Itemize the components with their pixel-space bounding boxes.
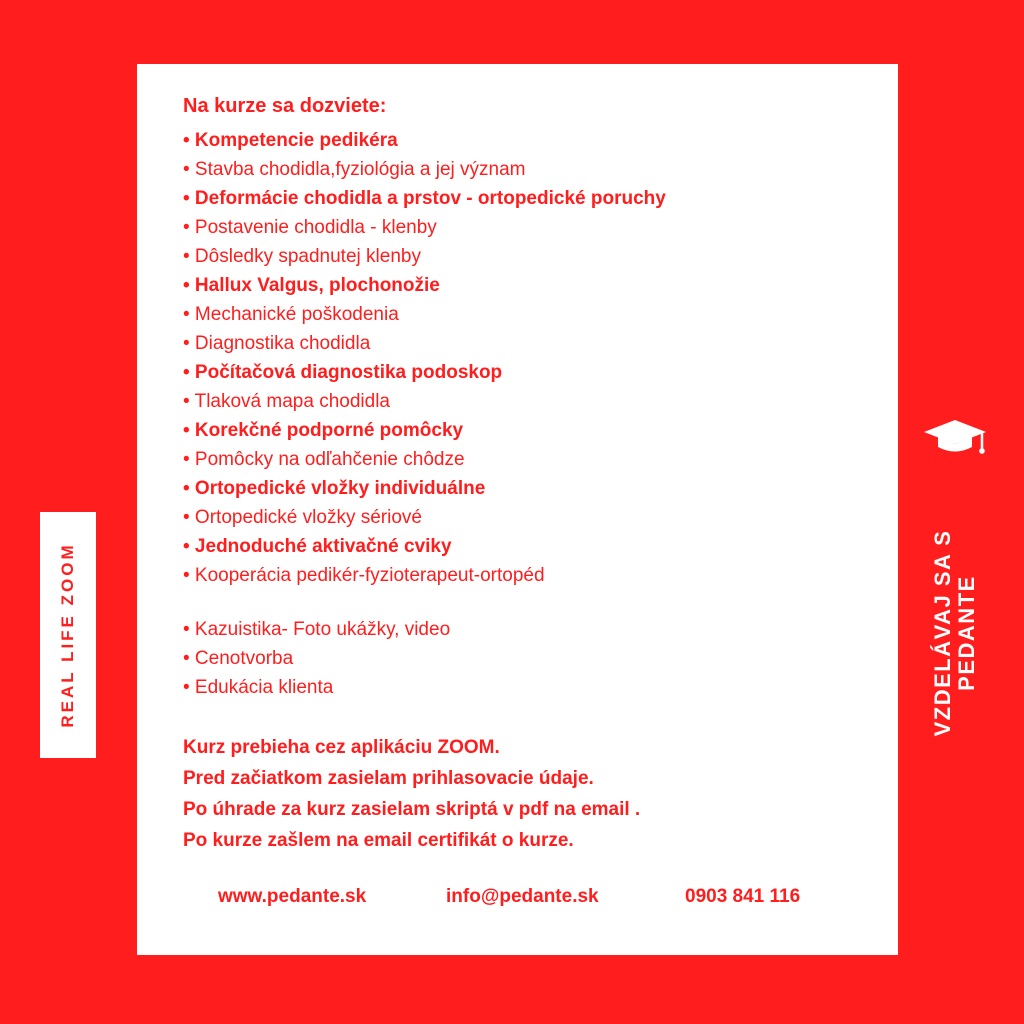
topic-item: • Ortopedické vložky sériové [183,507,422,528]
topic-item: • Pomôcky na odľahčenie chôdze [183,449,465,470]
extras-list [183,615,450,702]
topic-item: • Diagnostika chodidla [183,333,371,354]
website-link[interactable]: www.pedante.sk [218,886,367,907]
topic-item: • Kompetencie pedikéra [183,130,398,151]
topic-item: • Jednoduché aktivačné cviky [183,536,452,557]
graduation-cap-icon [922,418,988,458]
info-line: Pred začiatkom zasielam prihlasovacie údaje. [183,768,594,789]
slogan-line-2: PEDANTE [954,575,979,691]
badge-label: REAL LIFE ZOOM [58,542,77,728]
slogan-line-1: VZDELÁVAJ SA S [930,529,955,737]
info-line: Kurz prebieha cez aplikáciu ZOOM. [183,737,500,758]
slogan-vertical [931,530,979,737]
info-line: Po kurze zašlem na email certifikát o kurze. [183,830,574,851]
info-line: Po úhrade za kurz zasielam skriptá v pdf na email . [183,799,641,820]
extra-item: • Kazuistika- Foto ukážky, video [183,619,451,640]
topic-item: • Kooperácia pedikér-fyzioterapeut-ortopéd [183,565,545,586]
topics-list [183,126,666,590]
topic-item: • Dôsledky spadnutej klenby [183,246,421,267]
course-heading: Na kurze sa dozviete: [183,95,387,117]
topic-item: • Korekčné podporné pomôcky [183,420,464,441]
topic-item: • Počítačová diagnostika podoskop [183,362,503,383]
real-life-zoom-badge [40,512,96,758]
topic-item: • Tlaková mapa chodidla [183,391,390,412]
contact-bar [137,882,898,912]
email-link[interactable]: info@pedante.sk [446,886,599,907]
topic-item: • Ortopedické vložky individuálne [183,478,486,499]
phone-number: 0903 841 116 [685,886,801,907]
course-info-card [137,64,898,955]
extra-item: • Edukácia klienta [183,677,334,698]
topic-item: • Mechanické poškodenia [183,304,399,325]
course-info-block [183,732,640,856]
topic-item: • Deformácie chodidla a prstov - ortopedické poruchy [183,188,666,209]
topic-item: • Hallux Valgus, plochonožie [183,275,440,296]
topic-item: • Postavenie chodidla - klenby [183,217,437,238]
topic-item: • Stavba chodidla,fyziológia a jej význam [183,159,526,180]
extra-item: • Cenotvorba [183,648,294,669]
